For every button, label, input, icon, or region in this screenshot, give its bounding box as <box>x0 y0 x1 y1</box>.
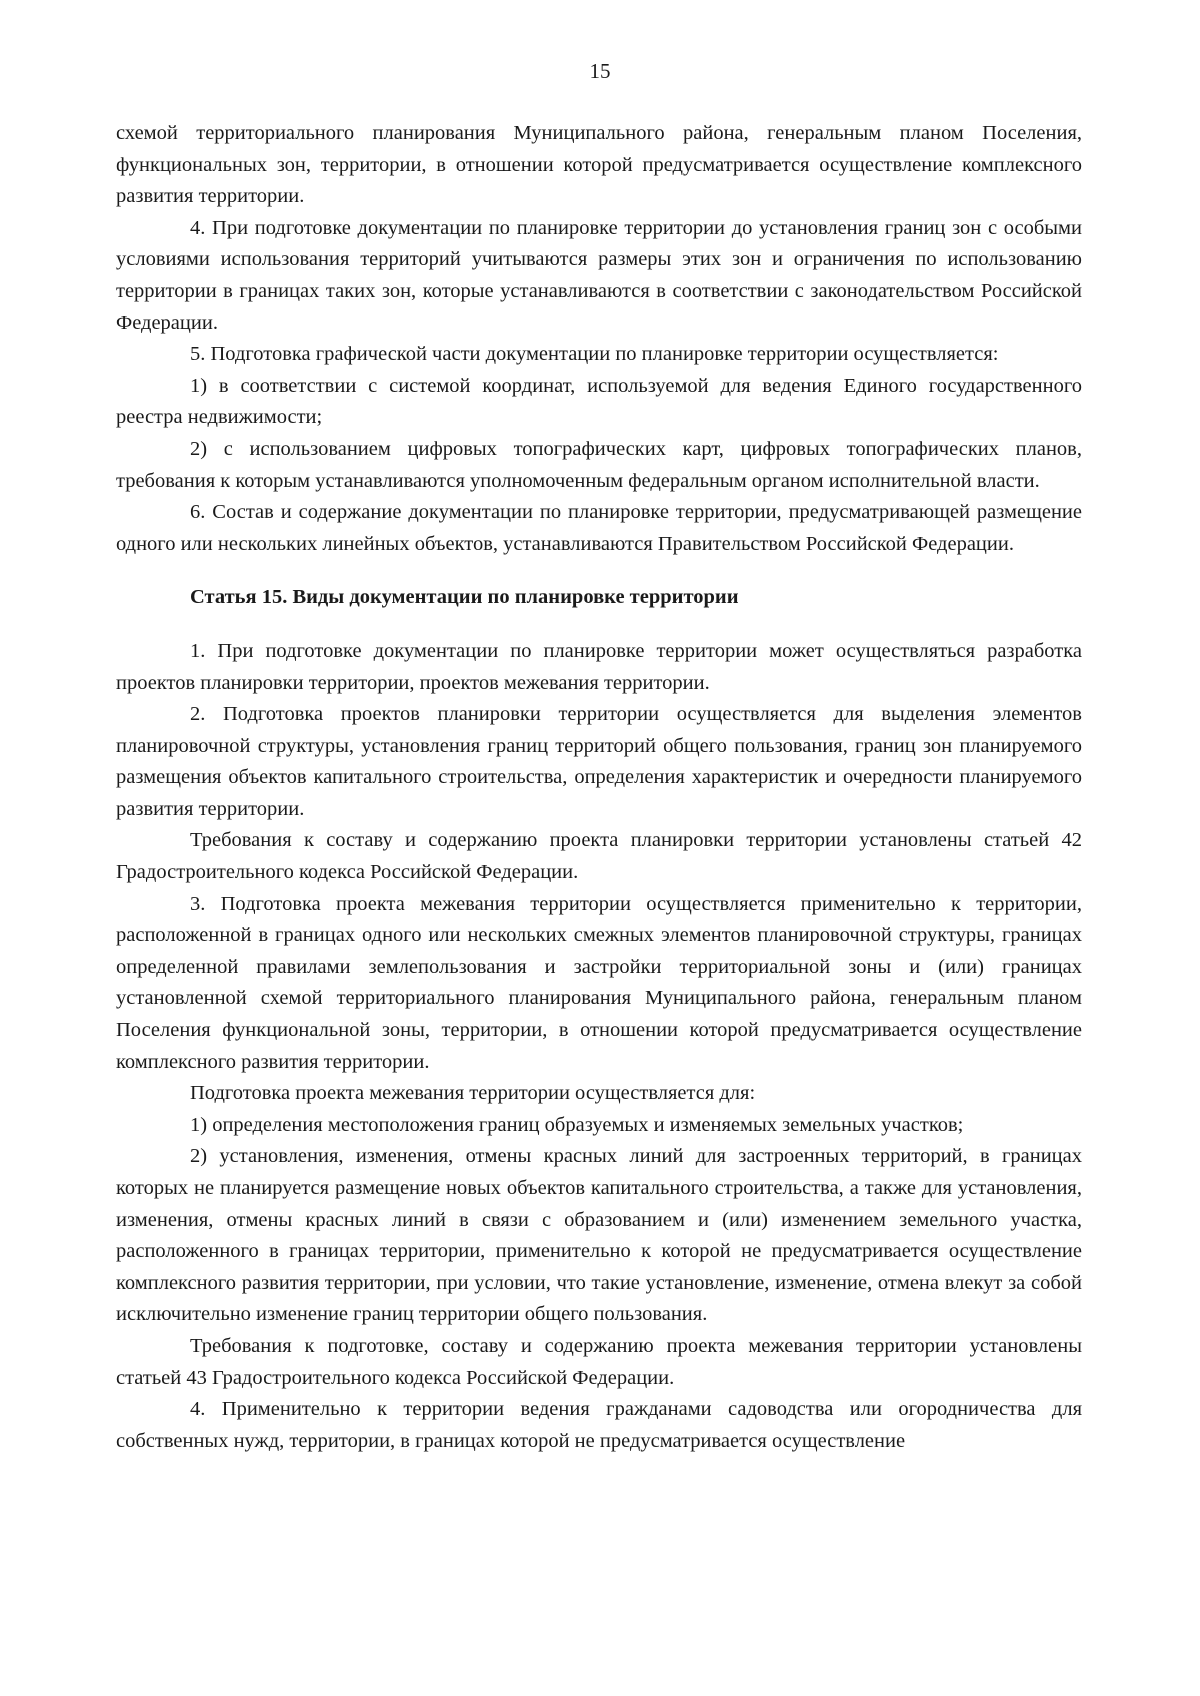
paragraph-art15-surveying-purpose: Подготовка проекта межевания территории осуществляется для: <box>190 1082 756 1105</box>
paragraph-item-4: 4. При подготовке документации по планировке территории до установления границ зон с особыми условиями использования территорий учитываются размеры этих зон и ограничения по использованию территории в границах таких зон, которые устанавливаются в соответствии с законодательством Российской Федерации. <box>116 216 1082 334</box>
paragraph-item-5: 5. Подготовка графической части документации по планировке территории осуществляется: <box>190 343 999 366</box>
paragraph-art15-requirements-planning: Требования к составу и содержанию проекта планировки территории установлены статьей 42 Градостроительного кодекса Российской Федерации. <box>116 829 1082 884</box>
page-number: 15 <box>589 59 611 83</box>
paragraph-art15-subitem-2: 2) установления, изменения, отмены красных линий для застроенных территорий, в границах которых не планируется размещение новых объектов капитального строительства, а также для установления, изменения, отмены красных линий в связи с образованием и (или) изменением земельного участка, расположенного в границах территории, применительно к которой не предусматривается осуществление комплексного развития территории, при условии, что такие установление, изменение, отмена влекут за собой исключительно изменение границ территории общего пользования. <box>116 1145 1082 1326</box>
paragraph-art15-subitem-1: 1) определения местоположения границ образуемых и изменяемых земельных участков; <box>190 1113 964 1136</box>
paragraph-art15-item-3: 3. Подготовка проекта межевания территории осуществляется применительно к территории, расположенной в границах одного или нескольких смежных элементов планировочной структуры, границах определенной правилами землепользования и застройки территориальной зоны и (или) границах установленной схемой территориального планирования Муниципального района, генеральным планом Поселения функциональной зоны, территории, в отношении которой предусматривается осуществление комплексного развития территории. <box>116 892 1082 1073</box>
paragraph-subitem-2: 2) с использованием цифровых топографических карт, цифровых топографических планов, требования к которым устанавливаются уполномоченным федеральным органом исполнительной власти. <box>116 437 1082 492</box>
document-body <box>116 118 1082 1457</box>
article-heading: Статья 15. Виды документации по планировке территории <box>190 586 739 609</box>
paragraph-art15-item-4: 4. Применительно к территории ведения гражданами садоводства или огородничества для собственных нужд, территории, в границах которой не предусматривается осуществление <box>116 1398 1082 1452</box>
paragraph-item-6: 6. Состав и содержание документации по планировке территории, предусматривающей размещение одного или нескольких линейных объектов, устанавливаются Правительством Российской Федерации. <box>116 501 1082 555</box>
paragraph-art15-requirements-surveying: Требования к подготовке, составу и содержанию проекта межевания территории установлены статьей 43 Градостроительного кодекса Российской Федерации. <box>116 1334 1082 1389</box>
paragraph-continuation: схемой территориального планирования Муниципального района, генеральным планом Поселения, функциональных зон, территории, в отношении которой предусматривается осуществление комплексного развития территории. <box>116 122 1082 208</box>
paragraph-art15-item-1: 1. При подготовке документации по планировке территории может осуществляться разработка проектов планировки территории, проектов межевания территории. <box>116 639 1082 694</box>
paragraph-subitem-1: 1) в соответствии с системой координат, используемой для ведения Единого государственного реестра недвижимости; <box>116 374 1082 429</box>
paragraph-art15-item-2: 2. Подготовка проектов планировки территории осуществляется для выделения элементов планировочной структуры, установления границ территорий общего пользования, границ зон планируемого размещения объектов капитального строительства, определения характеристик и очередности планируемого развития территории. <box>116 703 1082 820</box>
